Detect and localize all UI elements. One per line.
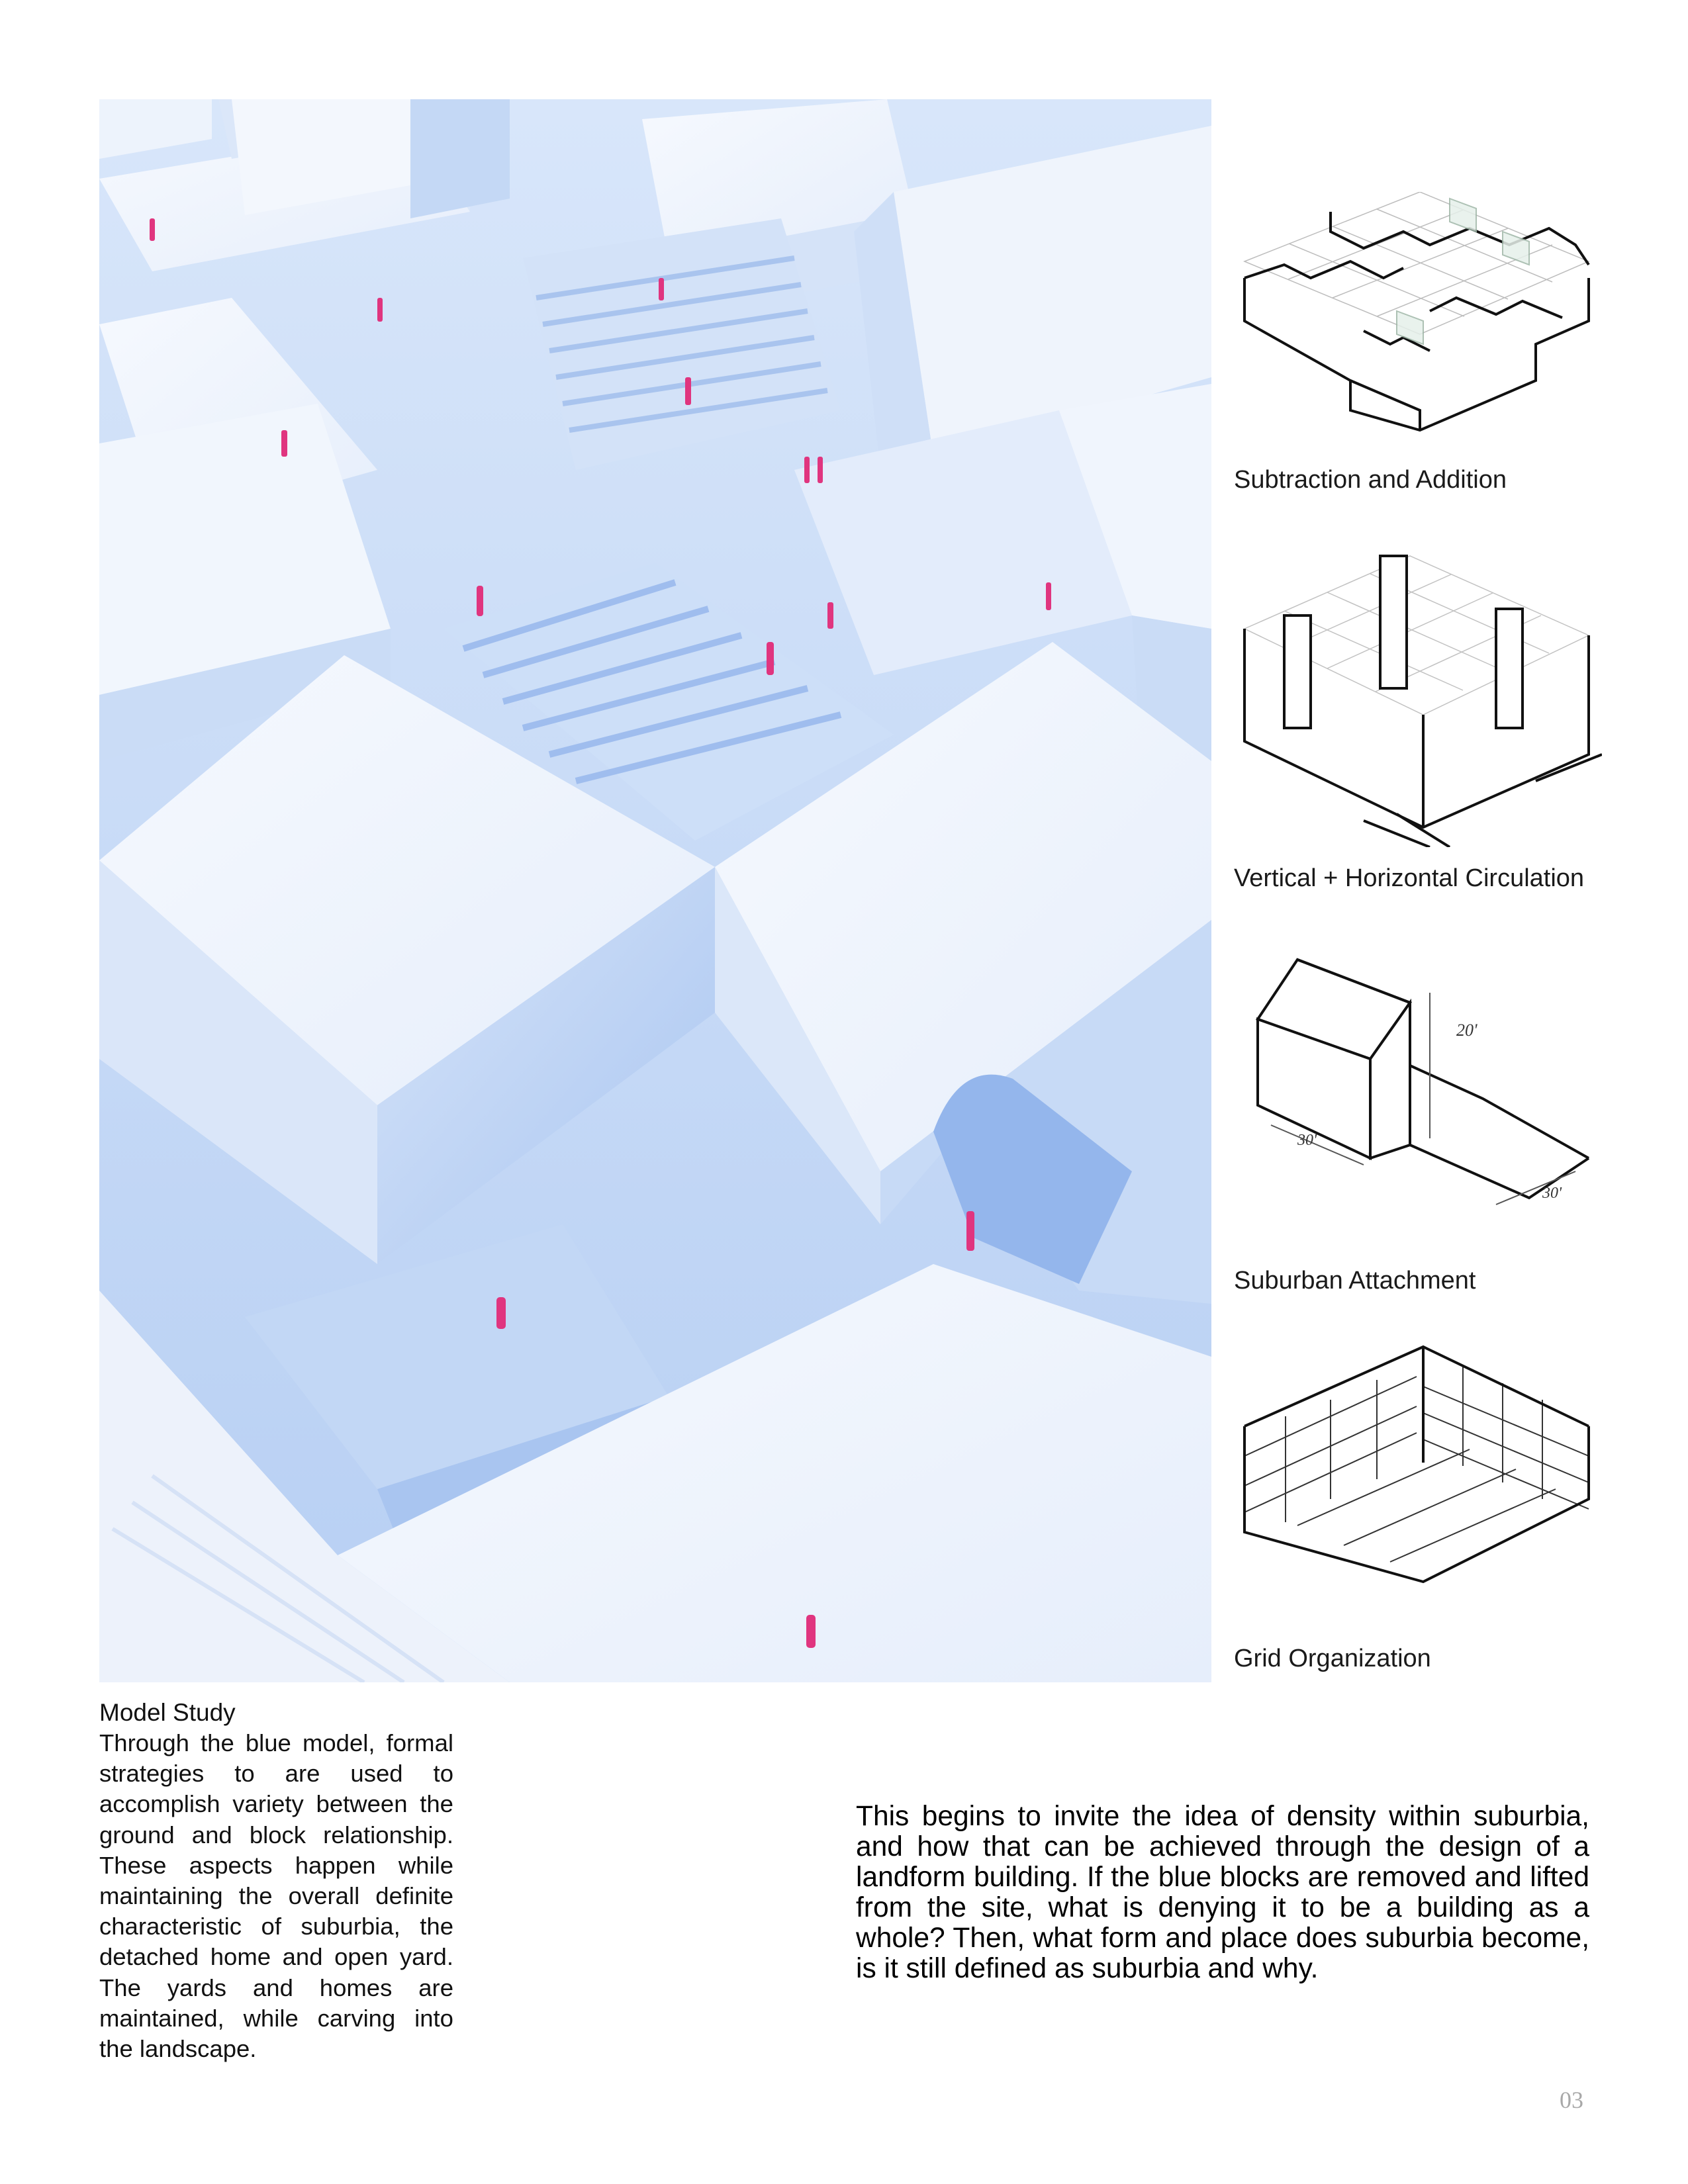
caption-subtraction-addition: Subtraction and Addition — [1234, 466, 1507, 494]
model-study-body: Through the blue model, formal strategies to are used to accomplish variety between the ground and block relationship. These aspects happen while maintaining the overall definite characteristic of suburbia, the detached home and open yard. The yards and homes are maintained, while carving into the landscape. — [99, 1729, 453, 2063]
suburban-attachment-drawing — [1231, 946, 1602, 1238]
model-photo — [99, 99, 1211, 1682]
diagram-subtraction-addition — [1231, 192, 1602, 443]
page-number: 03 — [1560, 2087, 1583, 2113]
diagram-suburban-attachment — [1231, 946, 1602, 1238]
diagram-circulation — [1231, 543, 1602, 847]
diagram-grid-organization — [1231, 1334, 1602, 1585]
grid-organization-drawing — [1231, 1334, 1602, 1585]
dimension-depth: 30' — [1542, 1185, 1562, 1202]
model-study-heading: Model Study — [99, 1699, 236, 1726]
circulation-drawing — [1231, 543, 1602, 847]
caption-circulation: Vertical + Horizontal Circulation — [1234, 864, 1585, 892]
model-photo-illustration — [99, 99, 1211, 1682]
caption-suburban-attachment: Suburban Attachment — [1234, 1267, 1476, 1295]
caption-grid-organization: Grid Organization — [1234, 1645, 1431, 1672]
dimension-height: 20' — [1456, 1021, 1477, 1040]
design-statement: This begins to invite the idea of density within suburbia, and how that can be achieved through the design of a landform building. If the blue blocks are removed and lifted from the site, what is denying it to be a building as a whole? Then, what form and place does suburbia become, is it still defined as suburbia and why. — [856, 1801, 1589, 1984]
subtraction-addition-drawing — [1231, 192, 1602, 443]
dimension-width: 30' — [1297, 1132, 1317, 1149]
